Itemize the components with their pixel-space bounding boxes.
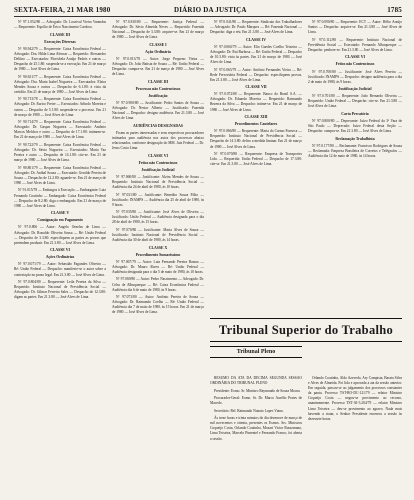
text-paragraph: Nº 97.0.810/80 — Requerente: Justiça Federal — Advogado: Dr. Sávio Almeida Neves — Requerido: Fazenda Nacional — Despacho de 3.3.80: arquive-se. Em 21 de março de 1980 — José Alves de Lima. (112, 20, 204, 40)
text-paragraph: Nº 97.0.013/78 — Autor: Jorge Pequeno Vieira — Advogado: Dr. João Batista de Souza — Ré: União Federal — Despacho: cumpra-se. Em 21 de março de 1980 — José Alves de Lima. (112, 56, 204, 77)
section-heading: Procedimento Sumaríssimo (135, 252, 181, 257)
text-paragraph: RESUMO DA ATA DA DÉCIMA SEGUNDA SESSÃO ORDINÁRIA DO TRIBUNAL PLENO (210, 376, 302, 386)
text-paragraph: Nº 90.714/79 — Requerente: Caixa Econômica Federal — Advogado: Dr. Gaspar Nogueira — Executado: Antônio Marcos Melchor e outro — Despacho de 17.1.80: intimem-se. Em 21 de março de 1980 — José Alves de Lima. (14, 120, 106, 140)
text-paragraph: Nº 97.1.052/80 — Advogado: Dr. Lourival Vieira Varandas — Requerente: Espólio de Érico Nascimento Cardoso. (14, 20, 106, 30)
header-date: SEXTA-FEIRA, 21 MAR 1980 (14, 6, 111, 14)
section-heading: CLASSE X (148, 245, 168, 250)
section-heading: Justificação Judicial (141, 167, 175, 172)
text-paragraph: Nº 97.031/80 — Justificante: Benedito Souza Filho — Justificado: INAMPS — Audiência dia 25 de abril de 1980, às 9 horas. (112, 192, 204, 207)
text-paragraph: Nº 97.0.806 — Autor: Angelo Ornelas de Lima — Advogado: Dr. Ronaldo Oliveira Sousa — Ré: União Federal — Despacho de 3.3.80: especifiquem as partes as provas que pretendem produzir. Em 21.3.80 — José Alves de Lima. (14, 225, 106, 245)
section-heading: Feitos não Contenciosos (138, 160, 178, 165)
text-paragraph: Nº 97.0.065/79 — Autor: Antônio Fernandes Vieira — Ré: Rede Ferroviária Federal — Despacho: especifiquem provas. Em 21.3.80 — José Alves de Lima. (210, 67, 302, 82)
text-column-2 (112, 20, 204, 490)
text-paragraph: Nº 97.0.700/80 — Justificante: José Alves Pereira — Justificado: INAMPS — Despacho: designo audiência para o dia 2 de maio de 1980, às 9 horas. (308, 69, 402, 84)
text-paragraph: Nº 97.0.041/80 — Requerente: Sindicato dos Trabalhadores — Advogado: Dr. Paulo Marques — Ré: Fazenda Nacional — Despacho: diga o réu. Em 21.3.80 — José Alves de Lima. (210, 20, 302, 35)
section-subhead-title: Tribunal Pleno (236, 349, 276, 355)
section-subhead (210, 346, 302, 358)
text-column-4-lower (308, 376, 402, 490)
text-column-1 (14, 20, 106, 490)
section-heading: Feitos não Contenciosos (335, 62, 375, 67)
section-heading: CLASSE VI (50, 248, 70, 253)
text-paragraph: Orlando Coutinho, Aldo Azevedo, Ary Campista, Barata Silva e Alves de Almeida. Foi lida e aprovada a ata da sessão anterior. Em seguida, passou-se ao julgamento dos processos constantes da pauta. Processo TST-RO-DC-121/79 — relator Ministro Coqueijo Costa — negou-se provimento ao recurso, unanimemente. Processo TST-AI-3.204/79 — relator Ministro Lima Teixeira — deu-se provimento ao agravo. Nada mais havendo a tratar, o Senhor Presidente encerrou a sessão às dezessete horas. (308, 376, 402, 421)
text-paragraph: Nº 97.0.090/80 — Requerente: ECT — Autor: Hélio Araújo Santos — Despacho: arquive-se. Em 21.3.80 — José Alves de Lima. (308, 20, 402, 35)
text-paragraph: Ficam as partes interessadas e seus respectivos procuradores intimados para audiência nos autos dos processos abaixo relacionados, conforme designação do MM. Juiz Federal — Dr. Jesus Costa Lima. (112, 130, 204, 151)
section-heading: Carta Precatória (341, 111, 369, 116)
text-paragraph: Nº 97.0.112/80 — Requerente: Instituto Nacional de Previdência Social — Executado: Fernando Albuquerque — Despacho: penhore-se. Em 21.3.80 — José Alves de Lima. (308, 37, 402, 52)
section-heading: CLASSE V (50, 211, 70, 216)
text-paragraph: Presidente: Exmo. Sr. Ministro Raymundo de Souza Moura. (214, 388, 301, 393)
header-page-number: 1785 (387, 6, 402, 14)
section-heading: Ações Ordinárias (45, 255, 75, 260)
text-paragraph: Nº 97.0.071/79 — Autor: Sebastião Fagundes Oliveira — Ré: União Federal — Despacho: manifeste-se o autor sobre a contestação no prazo legal. Em 21.3.80 — José Alves de Lima. (14, 262, 106, 277)
text-paragraph: Nº 91.015/78 — Embargos à Execução — Embargante: Luiz Fernando Coutinho — Embargado: Caixa Econômica Federal — Despacho de 8.2.80: diga o embargado. Em 21 de março de 1980 — José Alves de Lima. (14, 188, 106, 208)
text-paragraph: Nº 90.722/79 — Requerente: Caixa Econômica Federal — Advogado: Dr. Sávio Nogueira — Executados: Maria Vaz Pereira e outro — Despacho de 14.1.80: cite-se. Em 21 de março de 1980 — José Alves de Lima. (14, 142, 106, 163)
section-heading: CLASSE VI (345, 55, 365, 60)
header-publication: DIÁRIO DA JUSTIÇA (174, 6, 247, 14)
section-heading: AUDIÊNCIAS DESIGNADAS (133, 123, 183, 128)
text-paragraph: Nº 97.0.072/80 — Requerente: Banco do Brasil S.A. — Advogado: Dr. Eduardo Moreira — Requerido: Raimundo Bezerra da Silva — Despacho: intime-se. Em 21 de março de 1980 — José Alves de Lima. (210, 92, 302, 112)
text-paragraph: Nº 97.0.060/79 — Autor: Elio Guedes Coelho Teixeira — Advogado: Dr. Rui Barbosa — Ré: União Federal — Despacho de 10.3.80: vista às partes. Em 21 de março de 1980 — José Alves de Lima. (210, 44, 302, 65)
text-paragraph: Nº 90.942/79 — Requerente: Caixa Econômica Federal — Advogado: Dra. Hilda Lima Alencar — Requerido: Alessandro Delfino — Executados: Florisbela Araújo Padrós e outros — Despacho de 25.1.80: suspenda-se a execução. Em 21 de março de 1980 — José Alves de Lima. (14, 46, 106, 72)
section-heading: CLASSE I (149, 42, 167, 47)
section-heading: CLASSE III (49, 32, 71, 37)
text-paragraph: Nº 97.0.900/80 — Justificante: Pedro Santos de Souza — Advogado: Dr. Nestor Alberto — Justificado: Fazenda Nacional — Despacho: designo audiência. Em 21.3.80 — José Alves de Lima. (112, 101, 204, 121)
text-paragraph: Nº 97.070/80 — Justificante: Maria Alves de Souza — Justificado: Instituto Nacional de Previdência Social — Audiência dia 30 de abril de 1980, às 14 horas. (112, 227, 204, 243)
section-heading: Procedimentos Cautelares (234, 122, 278, 127)
text-paragraph: Secretário: Bel. Raimundo Nonato Lopes Viana. (214, 408, 284, 413)
section-heading: Justificação (148, 93, 168, 98)
text-column-3-lower (210, 376, 302, 490)
section-heading: Processos não Contenciosos (135, 86, 181, 91)
text-paragraph: Nº 97.0.177/80 — Reclamante: Francisco Rodrigues de Souza — Reclamada: Empresa Brasileira de Correios e Telégrafos — Audiência dia 12 de maio de 1980, às 14 horas. (308, 143, 402, 159)
text-paragraph: Nº 97.0.804/80 — Requerente: Leila Pereira da Silva — Requerido: Instituto Nacional de Previdência Social — Advogado: Dr. Gilmar Ferreira Sales — Despacho de 12.3.80: digam as partes. Em 21.3.80 — José Alves de Lima. (14, 280, 106, 300)
text-paragraph: Nº 97.0.066/80 — Requerente: Maria do Carmo Fonseca — Requerido: Instituto Nacional de Previdência Social — Despacho de 14.3.80: defiro a medida liminar. Em 21 de março de 1980 — José Alves de Lima. (210, 129, 302, 149)
section-heading: Execuções Diversas (44, 39, 76, 44)
text-paragraph: Nº 97.069/80 — Autor: Pedro Nascimento — Advogado: Dr. Celso de Albuquerque — Ré: Caixa Econômica Federal — Audiência dia 6 de maio de 1980, às 9 horas. (112, 277, 204, 292)
text-paragraph: Procurador-Geral: Exmo. Sr. Dr. Marco Aurélio Prates de Macedo. (210, 396, 302, 406)
text-paragraph: Nº 90.713/78 — Requerente: Caixa Econômica Federal — Advogado: Dr. Eurico Freire — Executados: Arlindo Moreira e outros — Despacho de 5.1.80: suspenda-se o processo. Em 21 de março de 1980 — José Alves de Lima. (14, 97, 106, 117)
text-paragraph: Nº 97.060/80 — Justificante: Alzira Mendes de Sousa — Requerido: Instituto Nacional de Previdência Social — Audiência dia 24 de abril de 1980, às 10 horas. (112, 174, 204, 190)
text-paragraph: Nº 97.0.070/80 — Requerente: Empresa de Transportes Ltda. — Requerida: União Federal — Despacho de 17.3.80: cite-se. Em 21.3.80 — José Alves de Lima. (210, 152, 302, 167)
text-paragraph: Nº 97.067/79 — Autor: Luiz Fernando Pereira Ramos — Advogado: Dr. Mauro Abreu — Ré: União Federal — Audiência designada para o dia 5 de maio de 1980, às 10 horas. (112, 259, 204, 274)
section-heading: CLASSE VI (148, 153, 168, 158)
text-paragraph: Nº 97.0.701/80 — Requerente: João Bernardo Oliveira — Requerido: União Federal — Despacho: cite-se. Em 21.3.80 — José Alves de Lima. (308, 94, 402, 109)
text-paragraph: Nº 97.035/80 — Justificante: José Alves de Oliveira — Justificado: União Federal — Audiência designada para o dia 28 de abril de 1980, às 15 horas. (112, 210, 204, 225)
section-heading: CLASSE XIII (244, 115, 268, 120)
section-heading: Consignação em Pagamento (37, 218, 83, 223)
section-heading: CLASSE III (147, 79, 169, 84)
text-paragraph: Nº 90.631/77 — Requerente: Caixa Econômica Federal — Advogado: Dra. Maria Izabel Nogueira — Executados: Elzira Mendes Sousa e outros — Despacho de 6.1.80: à vista da certidão. Em 21 de março de 1980 — José Alves de Lima. (14, 74, 106, 94)
page-header (14, 6, 402, 17)
text-column-4 (308, 20, 402, 312)
court-banner-title: Tribunal Superior do Trabalho (218, 322, 394, 337)
text-paragraph: Nº 97.073/80 — Autor: Antônio Pereira de Souza — Advogado: Dr. Raimundo Coelho — Ré: União Federal — Audiência dia 7 de maio de 1980, às 15 horas. Em 21 de março de 1980 — José Alves de Lima. (112, 295, 204, 315)
section-heading: Justificação Judicial (338, 87, 372, 92)
section-heading: CLASSE VII (245, 85, 267, 90)
section-heading: CLASSE IV (246, 37, 266, 42)
text-paragraph: Às treze horas e trinta minutos do dia dezenove de março de mil novecentos e oitenta, presentes os Exmos. Srs. Ministros Coqueijo Costa, Orlando Coutinho, Mozart Victor Russomano, Lima Teixeira, Marcelo Pimentel e Fernando Franco, foi aberta a sessão. (210, 416, 302, 441)
text-paragraph: Nº 97.0.800/80 — Deprecante: Juízo Federal da 3ª Vara de São Paulo — Deprecado: Juízo Federal desta Seção — Despacho: cumpra-se. Em 21.3.80 — José Alves de Lima. (308, 119, 402, 134)
text-column-3 (210, 20, 302, 312)
court-banner (210, 318, 402, 342)
section-heading: Reclamação Trabalhista (335, 136, 375, 141)
text-paragraph: Nº 90.801/79 — Requerente: Caixa Econômica Federal — Advogado: Dr. Aníbal Souza — Executado: Geraldo Pereira de Souza — Despacho de 12.2.80: aguarde-se. Em 21 de março de 1980 — José Alves de Lima. (14, 165, 106, 185)
section-heading: Ação Ordinária (145, 49, 171, 54)
